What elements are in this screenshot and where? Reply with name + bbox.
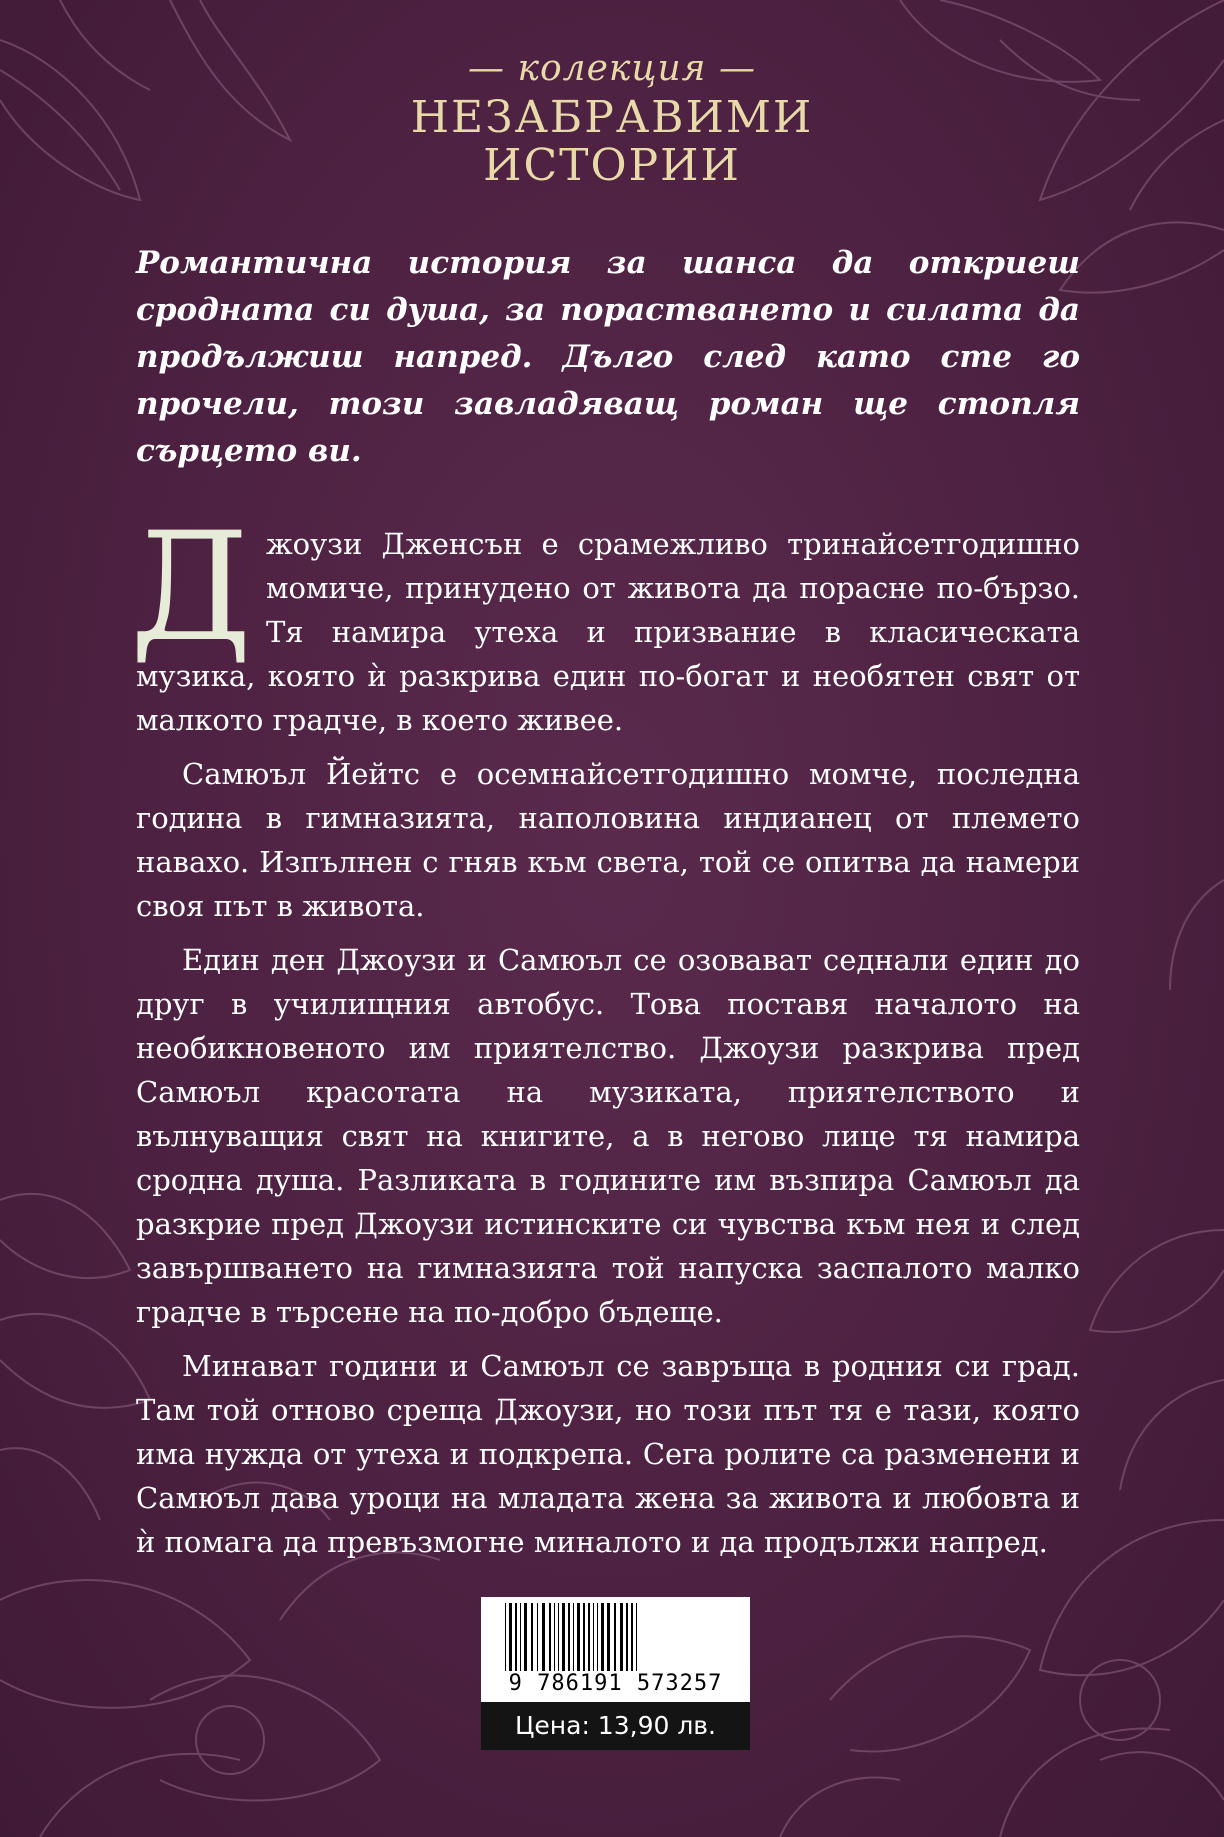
book-description	[130, 501, 1080, 1574]
barcode-bar	[636, 1603, 637, 1671]
barcode-bar	[601, 1603, 604, 1671]
barcode-bar	[558, 1603, 559, 1671]
barcode-bar	[631, 1603, 633, 1671]
barcode	[481, 1597, 750, 1702]
barcode-bar	[614, 1603, 616, 1671]
description-paragraph-3: Един ден Джоузи и Самюъл се озовават седнали един до друг в училищния автобус. Това поставя началото на необикновеното им приятелство. Джоузи разкрива пред Самюъл красотата на музиката, приятелството и вълнуващия свят на книгите, а в негово лице тя намира сродна душа. Разликата в годините им възпира Самюъл да разкрие пред Джоузи истинските си чувства към нея и след завършването на гимназията той напуска заспалото малко градче в търсене на по-добро бъдеще.	[136, 943, 1080, 1329]
description-paragraph-4: Минават години и Самюъл се завръща в родния си град. Там той отново среща Джоузи, но този път тя е тази, която има нужда от утеха и подкрепа. Сега ролите са разменени и Самюъл дава уроци на младата жена за живота и любовта и ѝ помага да превъзмогне миналото и да продължи напред.	[136, 1349, 1080, 1559]
barcode-bar	[537, 1603, 538, 1671]
barcode-bar	[505, 1603, 506, 1671]
isbn-number: 9 786191 573257	[508, 1671, 723, 1696]
barcode-bar	[588, 1603, 590, 1671]
barcode-bar	[554, 1603, 555, 1671]
barcode-bar	[577, 1603, 580, 1671]
barcode-bars	[503, 1603, 728, 1671]
series-title-line-2: ИСТОРИИ	[483, 140, 741, 191]
barcode-bar	[597, 1603, 598, 1671]
barcode-bar	[542, 1603, 545, 1671]
barcode-bar	[524, 1603, 527, 1671]
barcode-bar	[531, 1603, 533, 1671]
price-label: Цена: 13,90 лв.	[481, 1702, 750, 1750]
barcode-bar	[607, 1603, 610, 1671]
barcode-bar	[620, 1603, 623, 1671]
drop-cap-letter: Д	[130, 501, 252, 675]
barcode-bar	[626, 1603, 628, 1671]
barcode-bar	[520, 1603, 521, 1671]
barcode-bar	[593, 1603, 594, 1671]
barcode-bar	[515, 1603, 517, 1671]
description-paragraph-1	[130, 501, 1080, 742]
barcode-bar	[568, 1603, 570, 1671]
blurb-tagline: Романтична история за шанса да откриеш сродната си душа, за порастването и силата да продължиш напред. Дълго след като сте го прочели, този завладяващ роман ще стопля сърцето ви.	[136, 245, 1080, 469]
paragraph-1-text: жоузи Дженсън е срамежливо тринайсетгодишно момиче, принудено от живота да порасне по-бързо. Тя намира утеха и призвание в класическата музика, която ѝ разкрива един по-богат и необятен свят от малкото градче, в което живее.	[136, 527, 1080, 737]
barcode-bar	[549, 1603, 551, 1671]
barcode-bar	[562, 1603, 565, 1671]
series-title-line-1: НЕЗАБРАВИМИ	[410, 92, 814, 143]
description-paragraph-2: Самюъл Йейтс е осемнайсетгодишно момче, последна година в гимназията, наполовина индианец от племето навахо. Изпълнен с гняв към света, той се опитва да намери своя път в живота.	[136, 757, 1080, 923]
barcode-bar	[509, 1603, 512, 1671]
series-label: — колекция —	[468, 48, 756, 89]
barcode-bar	[583, 1603, 585, 1671]
barcode-bar	[573, 1603, 574, 1671]
